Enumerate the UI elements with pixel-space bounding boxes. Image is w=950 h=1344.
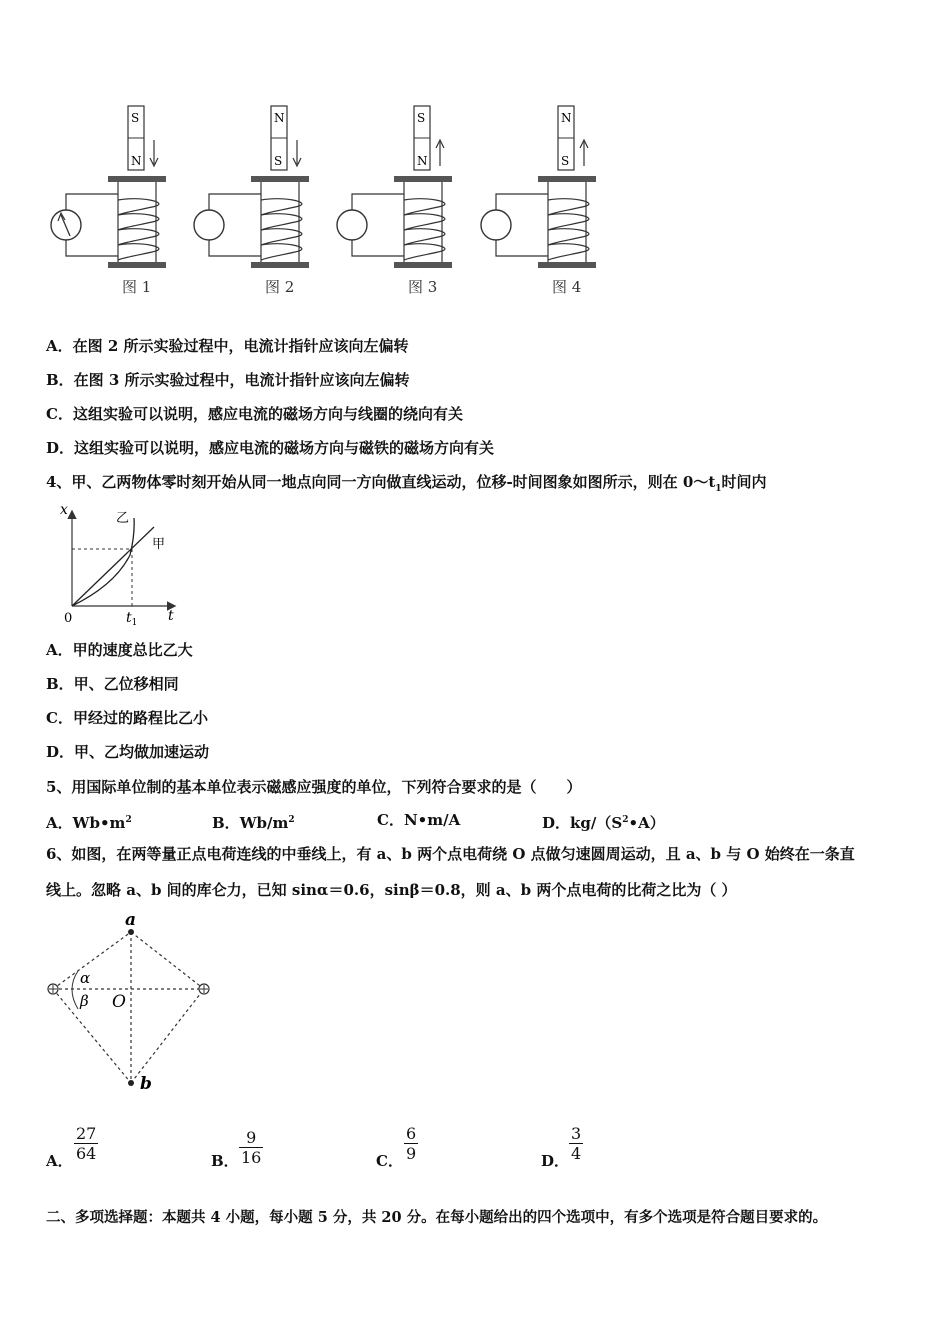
q4-line-jia bbox=[72, 527, 154, 606]
q3-option-d: D．这组实验可以说明，感应电流的磁场方向与磁铁的磁场方向有关 bbox=[46, 439, 495, 457]
q4-yi-label: 乙 bbox=[116, 511, 130, 526]
coil-top-plate bbox=[538, 176, 596, 182]
q6-option-b-fraction: $\frac{9}{16}$ bbox=[241, 1128, 262, 1167]
figure-label: 图 1 bbox=[122, 278, 152, 296]
experiment-unit-4 bbox=[481, 106, 596, 296]
q6-stem-line1: 6、如图，在两等量正点电荷连线的中垂线上，有 a、b 两个点电荷绕 O 点做匀速圆周运动，且 a、b 与 O 始终在一条直 bbox=[46, 845, 855, 863]
q6-option-d-letter: D． bbox=[541, 1152, 570, 1170]
section2-heading: 二、多项选择题：本题共 4 小题，每小题 5 分，共 20 分。在每小题给出的四个选项中，有多个选项是符合题目要求的。 bbox=[46, 1209, 828, 1226]
q4-x-label: t bbox=[168, 608, 174, 624]
q4-curve-yi bbox=[72, 518, 134, 606]
magnet-bottom-pole: N bbox=[417, 154, 428, 168]
magnet-top-pole: N bbox=[274, 111, 285, 125]
q6-charge-diagram bbox=[40, 905, 220, 1105]
coil-winding bbox=[261, 199, 302, 260]
coil-top-plate bbox=[251, 176, 309, 182]
coil-winding bbox=[118, 199, 159, 260]
magnet-top-pole: S bbox=[417, 111, 426, 125]
figure-label: 图 2 bbox=[265, 278, 295, 296]
experiment-unit-1 bbox=[51, 106, 166, 296]
q5-options bbox=[46, 810, 906, 830]
coil-bottom-plate bbox=[394, 262, 452, 268]
q4-jia-label: 甲 bbox=[152, 537, 166, 552]
magnet-top-pole: N bbox=[561, 111, 572, 125]
galvanometer bbox=[481, 210, 511, 240]
galvanometer bbox=[337, 210, 367, 240]
q6-label-alpha: α bbox=[80, 969, 91, 987]
q5-option-b: B．$Wb/m^2$ bbox=[212, 814, 295, 832]
coil-bottom-plate bbox=[108, 262, 166, 268]
q6-label-a: a bbox=[125, 910, 137, 930]
q4-y-label: x bbox=[60, 502, 68, 518]
coil-winding bbox=[404, 199, 445, 260]
q4-origin-label: 0 bbox=[64, 611, 73, 626]
right-positive-charge bbox=[199, 984, 209, 994]
q6-option-a-fraction: $\frac{27}{64}$ bbox=[76, 1124, 97, 1163]
experiment-unit-2 bbox=[194, 106, 309, 296]
q4-option-c: C．甲经过的路程比乙小 bbox=[46, 709, 208, 727]
q5-option-a: A．$Wb•m^2$ bbox=[46, 814, 132, 832]
q4-option-d: D．甲、乙均做加速运动 bbox=[46, 743, 210, 761]
q4-option-a: A．甲的速度总比乙大 bbox=[46, 641, 193, 659]
coil-bottom-plate bbox=[538, 262, 596, 268]
q6-label-beta: β bbox=[80, 992, 89, 1010]
q5-stem: 5、用国际单位制的基本单位表示磁感应强度的单位，下列符合要求的是（ ） bbox=[46, 778, 582, 796]
galvanometer bbox=[194, 210, 224, 240]
q6-label-b: b bbox=[140, 1074, 152, 1094]
q3-option-b: B．在图 3 所示实验过程中，电流计指针应该向左偏转 bbox=[46, 371, 410, 389]
q4-option-b: B．甲、乙位移相同 bbox=[46, 675, 179, 693]
magnet-top-pole: S bbox=[131, 111, 140, 125]
q6-option-d-fraction: $\frac{3}{4}$ bbox=[571, 1124, 582, 1163]
figure-label: 图 4 bbox=[552, 278, 582, 296]
coil-magnet-figure bbox=[40, 100, 620, 305]
q6-option-c-letter: C． bbox=[376, 1152, 403, 1170]
q6-stem-line2: 线上。忽略 a、b 间的库仑力，已知 sinα＝0.6，sinβ＝0.8，则 a、b 两个点电荷的比荷之比为（ ） bbox=[46, 881, 737, 899]
q6-option-b-letter: B． bbox=[211, 1152, 239, 1170]
magnet-bottom-pole: S bbox=[274, 154, 283, 168]
q6-label-O: O bbox=[112, 992, 126, 1012]
q6-angle-arc bbox=[72, 971, 78, 1009]
experiment-unit-3 bbox=[337, 106, 452, 296]
q4-stem: 4、甲、乙两物体零时刻开始从同一地点向同一方向做直线运动，位移-时间图象如图所示，则在 $0\sim t_1$时间内 bbox=[46, 473, 767, 494]
coil-top-plate bbox=[108, 176, 166, 182]
magnet-bottom-pole: S bbox=[561, 154, 570, 168]
q3-option-c: C．这组实验可以说明，感应电流的磁场方向与线圈的绕向有关 bbox=[46, 405, 463, 423]
figure-label: 图 3 bbox=[408, 278, 438, 296]
magnet-bottom-pole: N bbox=[131, 154, 142, 168]
q3-option-a: A．在图 2 所示实验过程中，电流计指针应该向左偏转 bbox=[46, 337, 409, 355]
coil-bottom-plate bbox=[251, 262, 309, 268]
q6-option-c-fraction: $\frac{6}{9}$ bbox=[406, 1124, 417, 1163]
q5-option-c: C．N•m/A bbox=[377, 811, 461, 829]
q4-xt-graph bbox=[50, 500, 190, 630]
q4-t1-label: $t_1$ bbox=[126, 610, 138, 628]
q6-option-a-letter: A． bbox=[46, 1152, 73, 1170]
coil-top-plate bbox=[394, 176, 452, 182]
coil-winding bbox=[548, 199, 589, 260]
q5-option-d: D．$kg/(S^2•A)$ bbox=[542, 814, 665, 832]
left-positive-charge bbox=[48, 984, 58, 994]
galvanometer bbox=[51, 210, 81, 240]
charge-b-dot bbox=[128, 1080, 134, 1086]
